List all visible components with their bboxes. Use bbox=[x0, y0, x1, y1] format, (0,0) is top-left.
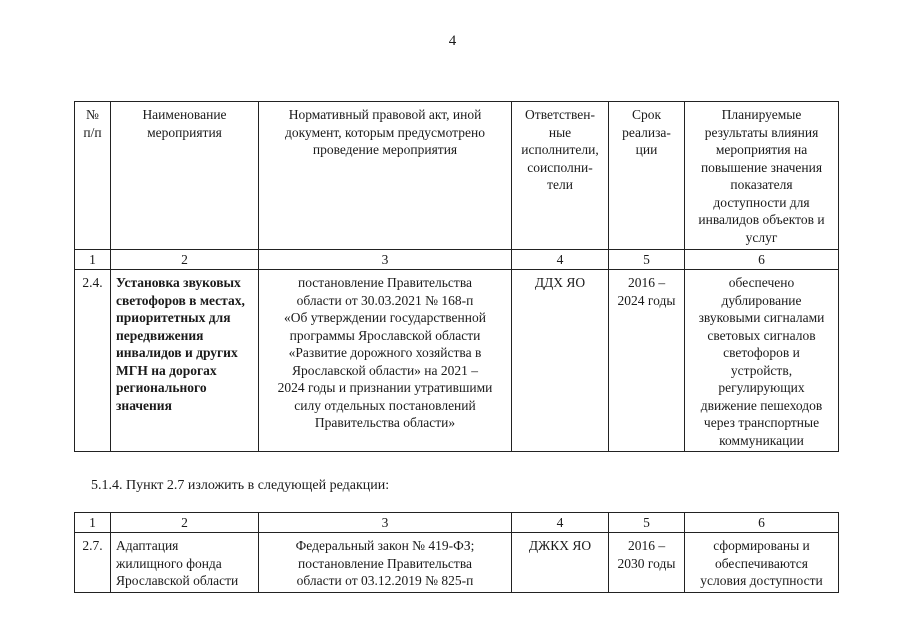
column-number: 4 bbox=[512, 250, 609, 270]
planned-result: обеспечено дублирование звуковыми сигналами световых сигналов светофоров и устройств, регулирующих движение пешеходов через транспортные коммуникации bbox=[685, 270, 839, 452]
column-numbers-row bbox=[75, 513, 839, 533]
measure-name: Установка звуковых светофоров в местах, приоритетных для передвижения инвалидов и других МГН на дорогах регионального значения bbox=[111, 270, 259, 452]
column-number: 6 bbox=[685, 250, 839, 270]
header-name: Наименование мероприятия bbox=[111, 102, 259, 250]
table-row bbox=[75, 270, 839, 452]
measure-name: Адаптация жилищного фонда Ярославской области bbox=[111, 533, 259, 593]
table-header-row bbox=[75, 102, 839, 250]
header-number: № п/п bbox=[75, 102, 111, 250]
column-number: 6 bbox=[685, 513, 839, 533]
column-number: 4 bbox=[512, 513, 609, 533]
column-number: 2 bbox=[111, 250, 259, 270]
column-number: 2 bbox=[111, 513, 259, 533]
header-legal-act: Нормативный правовой акт, иной документ, которым предусмотрено проведение мероприятия bbox=[259, 102, 512, 250]
column-number: 1 bbox=[75, 513, 111, 533]
planned-result: сформированы и обеспечиваются условия доступности bbox=[685, 533, 839, 593]
term: 2016 – 2024 годы bbox=[609, 270, 685, 452]
header-term: Срок реализа- ции bbox=[609, 102, 685, 250]
legal-act: Федеральный закон № 419-ФЗ; постановление Правительства области от 03.12.2019 № 825-п bbox=[259, 533, 512, 593]
amendment-table bbox=[74, 512, 839, 593]
row-number: 2.4. bbox=[75, 270, 111, 452]
table-row bbox=[75, 533, 839, 593]
responsible: ДЖКХ ЯО bbox=[512, 533, 609, 593]
column-numbers-row bbox=[75, 250, 839, 270]
header-responsible: Ответствен- ные исполнители, соисполни- тели bbox=[512, 102, 609, 250]
header-results: Планируемые результаты влияния мероприятия на повышение значения показателя доступности для инвалидов объектов и услуг bbox=[685, 102, 839, 250]
column-number: 3 bbox=[259, 250, 512, 270]
amendment-note: 5.1.4. Пункт 2.7 изложить в следующей редакции: bbox=[91, 478, 390, 493]
row-number: 2.7. bbox=[75, 533, 111, 593]
column-number: 3 bbox=[259, 513, 512, 533]
responsible: ДДХ ЯО bbox=[512, 270, 609, 452]
column-number: 5 bbox=[609, 250, 685, 270]
column-number: 5 bbox=[609, 513, 685, 533]
page-number: 4 bbox=[448, 33, 457, 49]
term: 2016 – 2030 годы bbox=[609, 533, 685, 593]
legal-act: постановление Правительства области от 30.03.2021 № 168-п «Об утверждении государственной программы Ярославской области «Развитие дорожного хозяйства в Ярославской области» на 2021 – 2024 годы и признании утратившими силу отдельных постановлений Правительства области» bbox=[259, 270, 512, 452]
column-number: 1 bbox=[75, 250, 111, 270]
measures-table bbox=[74, 101, 839, 452]
